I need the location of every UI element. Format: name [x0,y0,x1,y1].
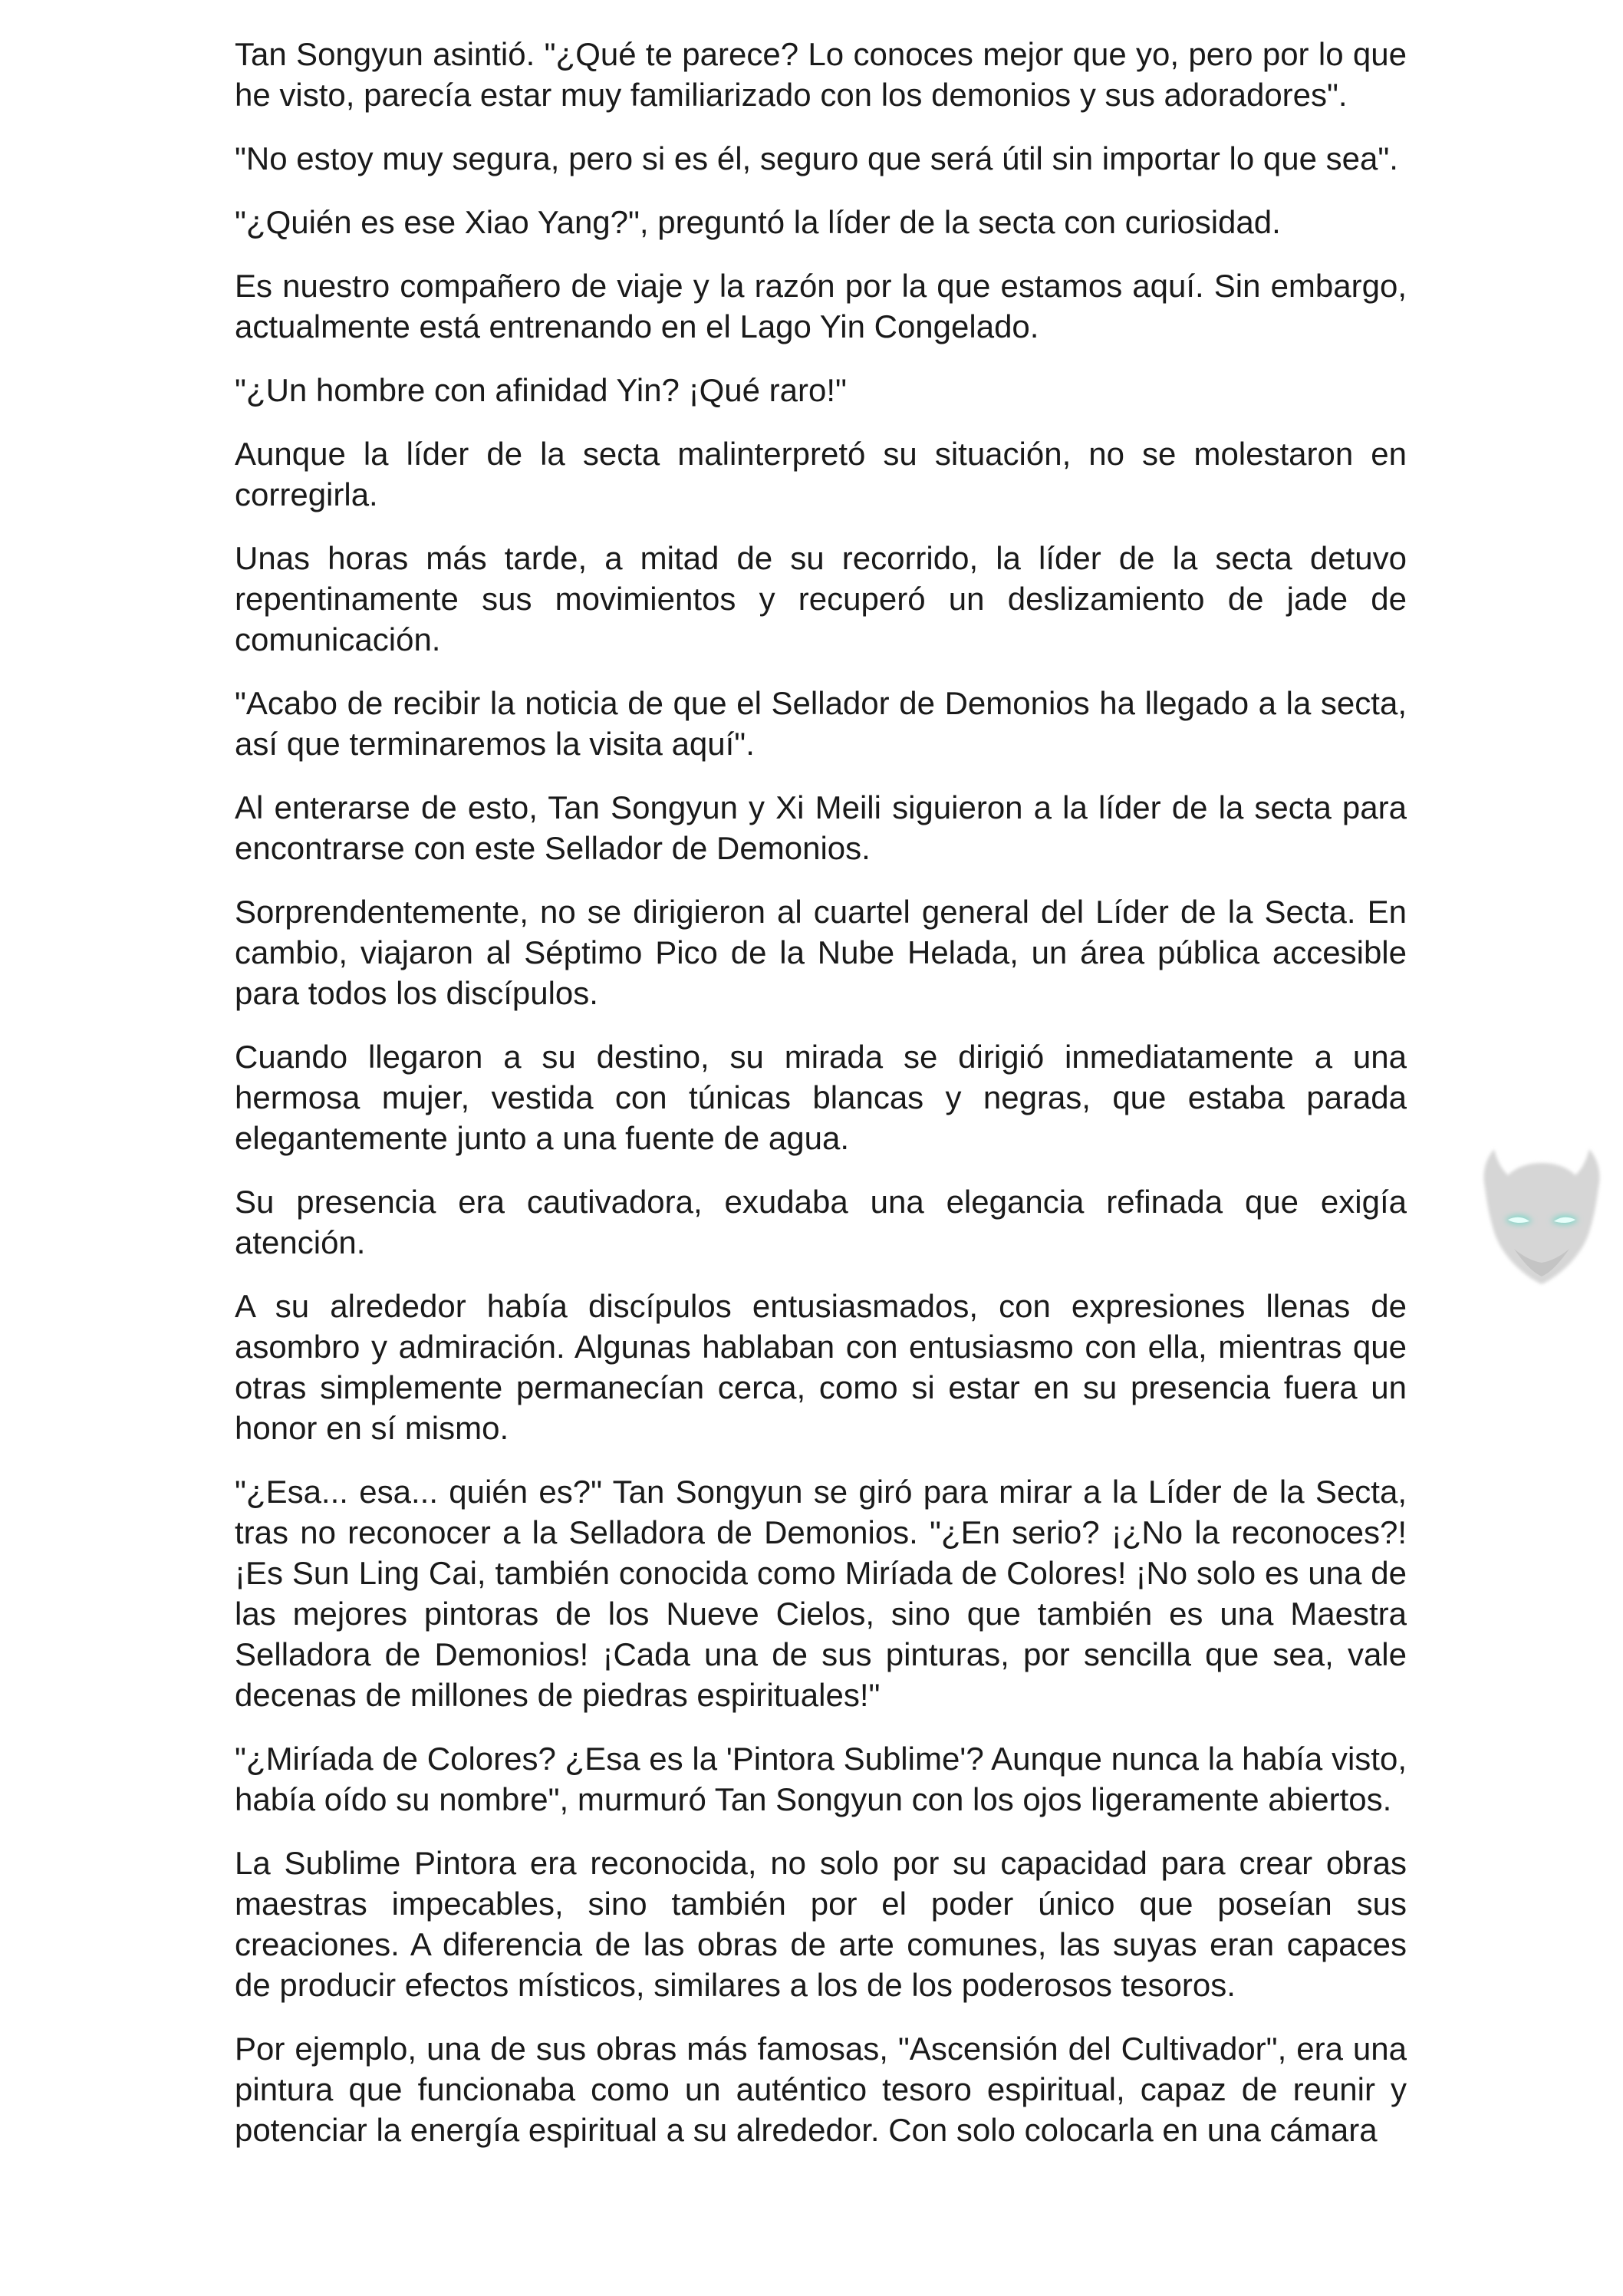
paragraph-3: "¿Quién es ese Xiao Yang?", preguntó la líder de la secta con curiosidad. [235,204,1281,240]
paragraph-13: A su alrededor había discípulos entusiasmados, con expresiones llenas de asombro y admiración. Algunas hablaban con entusiasmo con ella, mientras que otras simplemente permanecían cerca, como si estar en su presencia fuera un honor en sí mismo. [235,1288,1407,1446]
paragraph-9: Al enterarse de esto, Tan Songyun y Xi Meili siguieron a la líder de la secta para encontrarse con este Sellador de Demonios. [235,789,1407,866]
paragraph-2: "No estoy muy segura, pero si es él, seguro que será útil sin importar lo que sea". [235,140,1398,176]
paragraph-15: "¿Miríada de Colores? ¿Esa es la 'Pintora Sublime'? Aunque nunca la había visto, había oído su nombre", murmuró Tan Songyun con los ojos ligeramente abiertos. [235,1741,1407,1817]
paragraph-4: Es nuestro compañero de viaje y la razón por la que estamos aquí. Sin embargo, actualmente está entrenando en el Lago Yin Congelado. [235,268,1407,344]
paragraph-11: Cuando llegaron a su destino, su mirada se dirigió inmediatamente a una hermosa mujer, vestida con túnicas blancas y negras, que estaba parada elegantemente junto a una fuente de agua. [235,1039,1407,1156]
paragraph-17: Por ejemplo, una de sus obras más famosas, "Ascensión del Cultivador", era una pintura que funcionaba como un auténtico tesoro espiritual, capaz de reunir y potenciar la energía espiritual a su alrededor. Con solo colocarla en una cámara [235,2031,1407,2148]
paragraph-6: Aunque la líder de la secta malinterpretó su situación, no se molestaron en corregirla. [235,436,1407,512]
paragraph-10: Sorprendentemente, no se dirigieron al cuartel general del Líder de la Secta. En cambio, viajaron al Séptimo Pico de la Nube Helada, un área pública accesible para todos los discípulos. [235,894,1407,1011]
demon-head-svg [1471,1134,1612,1303]
paragraph-5: "¿Un hombre con afinidad Yin? ¡Qué raro!" [235,372,847,408]
paragraph-12: Su presencia era cautivadora, exudaba una elegancia refinada que exigía atención. [235,1184,1407,1260]
paragraph-8: "Acabo de recibir la noticia de que el Sellador de Demonios ha llegado a la secta, así que terminaremos la visita aquí". [235,685,1407,762]
demon-head-icon [1471,1134,1612,1303]
paragraph-1: Tan Songyun asintió. "¿Qué te parece? Lo conoces mejor que yo, pero por lo que he visto, parecía estar muy familiarizado con los demonios y sus adoradores". [235,36,1407,113]
paragraph-16: La Sublime Pintora era reconocida, no solo por su capacidad para crear obras maestras impecables, sino también por el poder único que poseían sus creaciones. A diferencia de las obras de arte comunes, las suyas eran capaces de producir efectos místicos, similares a los de los poderosos tesoros. [235,1845,1407,2003]
paragraph-14: "¿Esa... esa... quién es?" Tan Songyun se giró para mirar a la Líder de la Secta, tras no reconocer a la Selladora de Demonios. "¿En serio? ¡¿No la reconoces?! ¡Es Sun Ling Cai, también conocida como Miríada de Colores! ¡No solo es una de las mejores pintoras de los Nueve Cielos, sino que también es una Maestra Selladora de Demonios! ¡Cada una de sus pinturas, por sencilla que sea, vale decenas de millones de piedras espirituales!" [235,1474,1407,1713]
paragraph-7: Unas horas más tarde, a mitad de su recorrido, la líder de la secta detuvo repentinamente sus movimientos y recuperó un deslizamiento de jade de comunicación. [235,540,1407,657]
document-page [235,34,1407,2173]
